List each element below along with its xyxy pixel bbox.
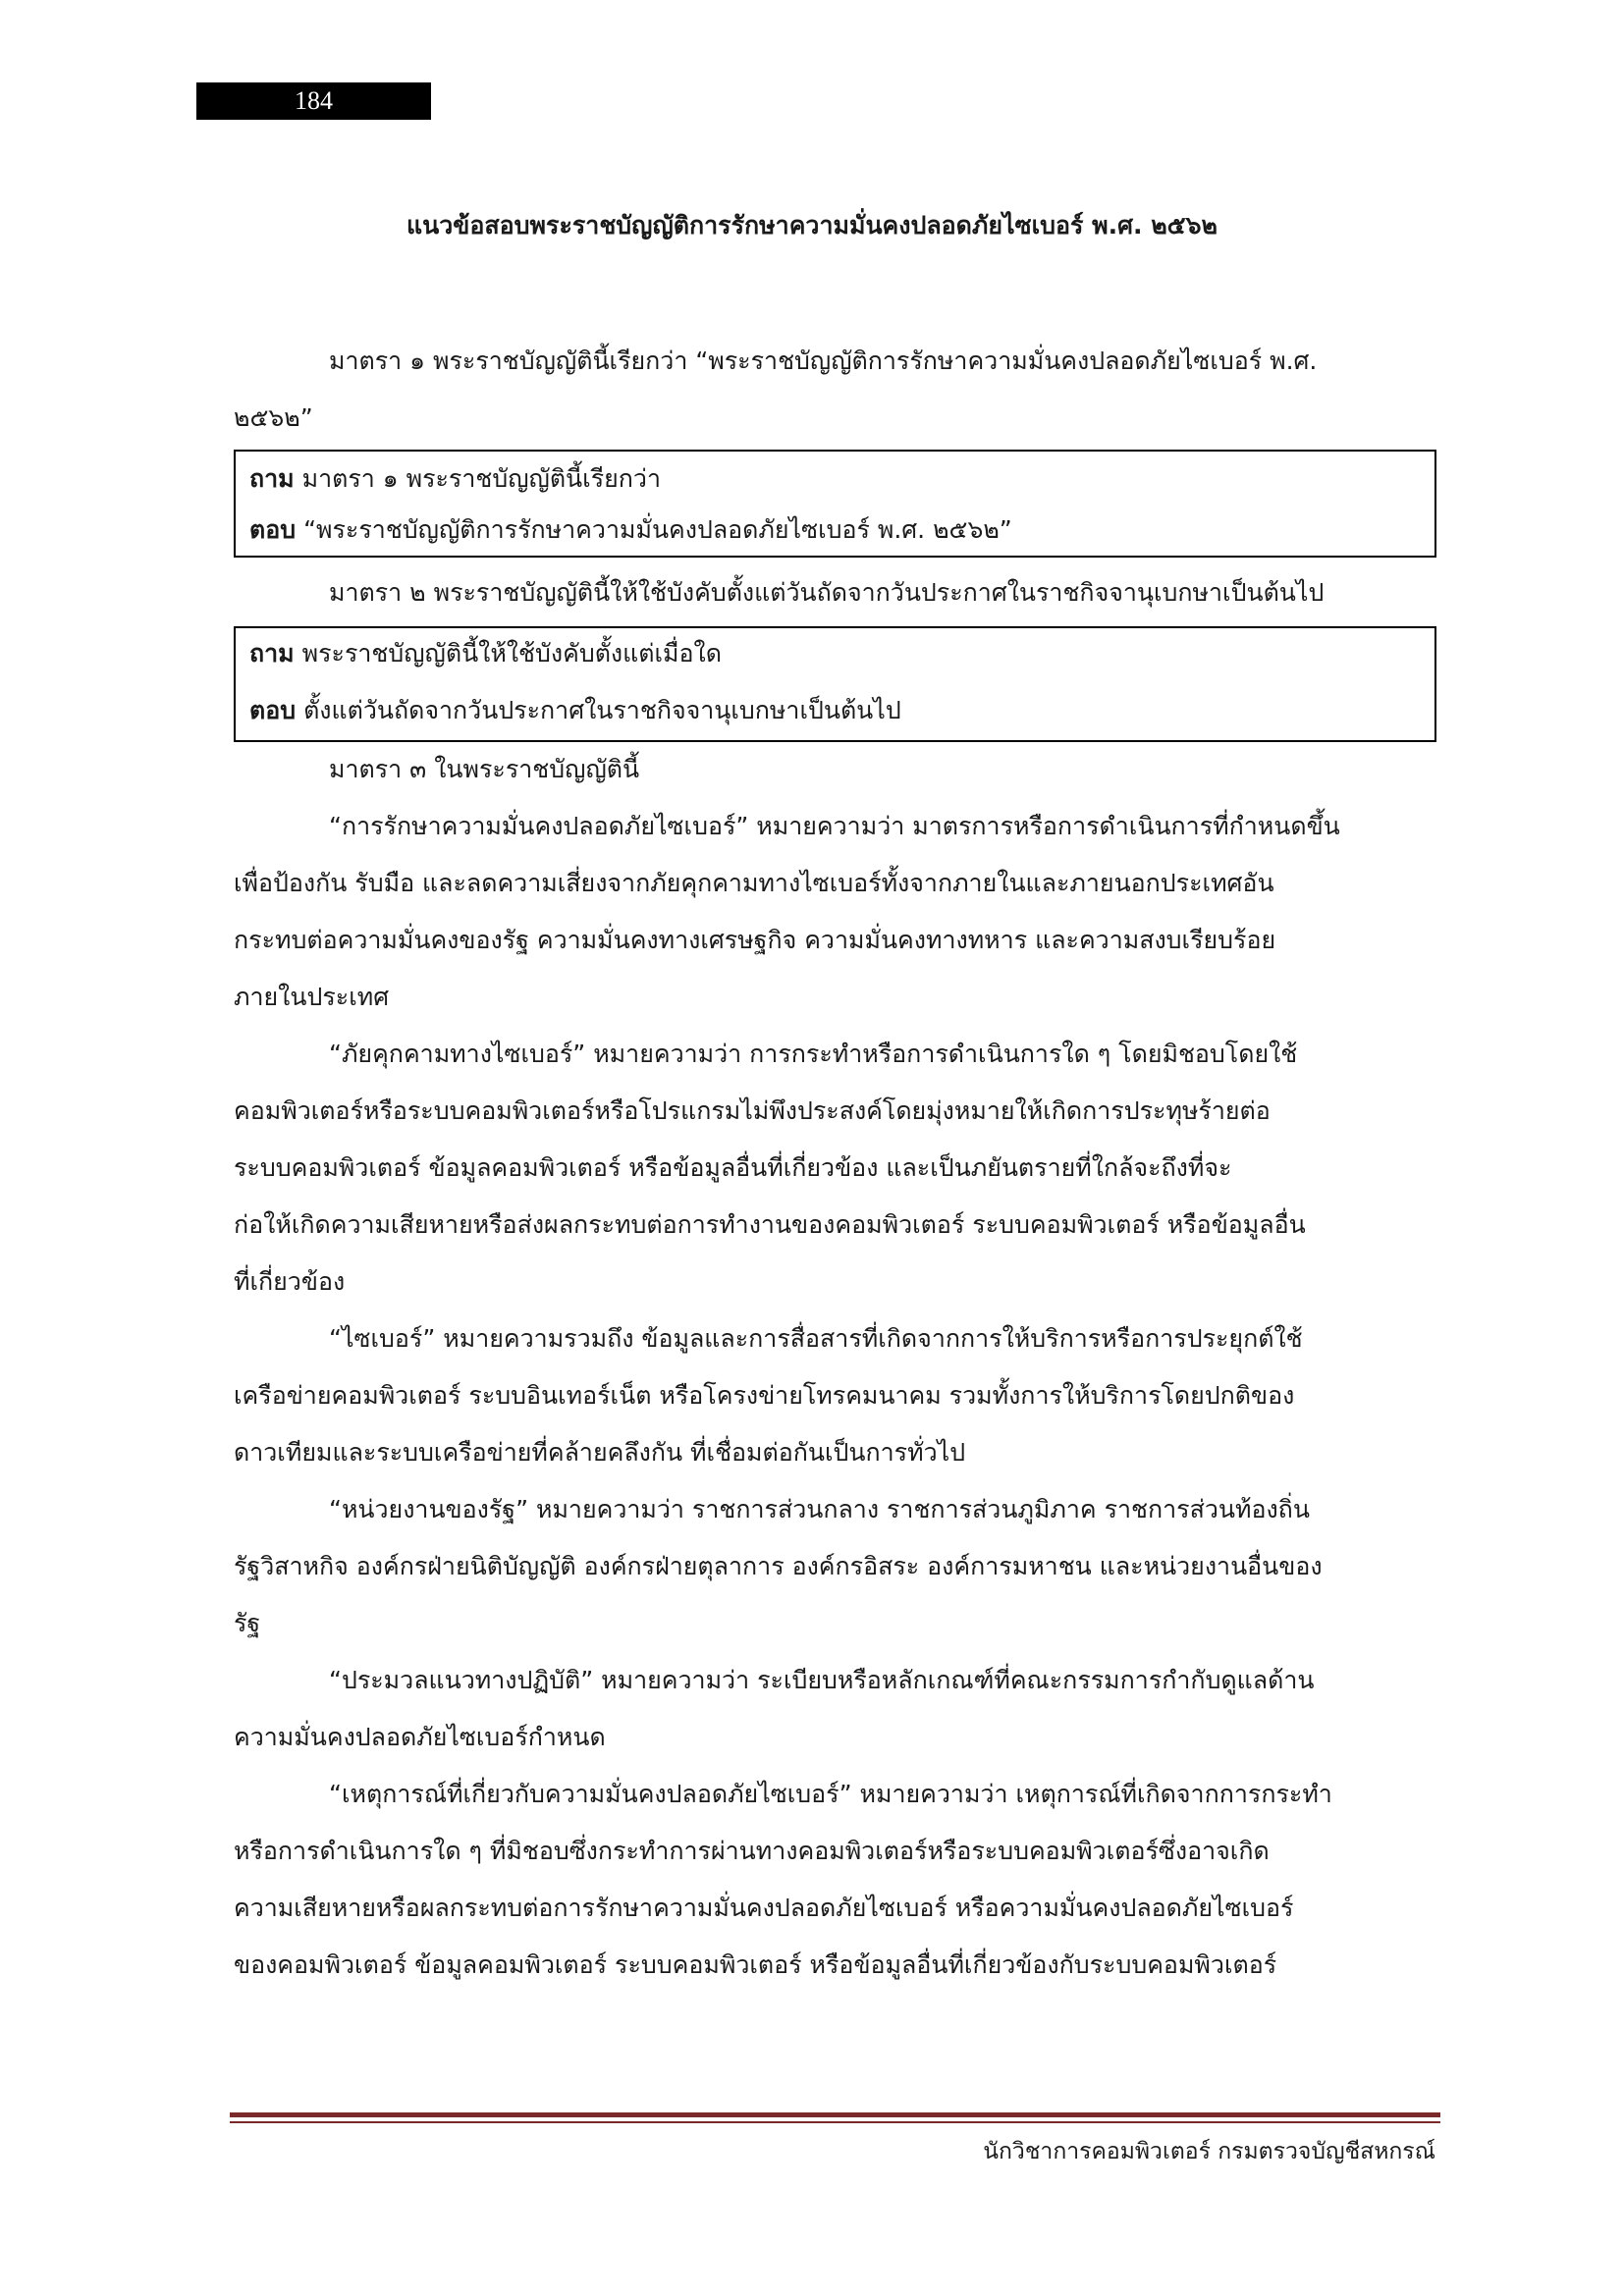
def4-line: รัฐ (234, 1609, 261, 1637)
def6-line: หรือการดำเนินการใด ๆ ที่มิชอบซึ่งกระทำการผ่านทางคอมพิวเตอร์หรือระบบคอมพิวเตอร์ซึ่งอาจเกิด (234, 1837, 1270, 1865)
def3-line: ดาวเทียมและระบบเครือข่ายที่คล้ายคลึงกัน ที่เชื่อมต่อกันเป็นการทั่วไป (234, 1438, 966, 1467)
def6-line: ของคอมพิวเตอร์ ข้อมูลคอมพิวเตอร์ ระบบคอมพิวเตอร์ หรือข้อมูลอื่นที่เกี่ยวข้องกับระบบคอมพิวเตอร์ (234, 1950, 1277, 1979)
def2-line: คอมพิวเตอร์หรือระบบคอมพิวเตอร์หรือโปรแกรมไม่พึงประสงค์โดยมุ่งหมายให้เกิดการประทุษร้ายต่อ (234, 1096, 1271, 1125)
def1-line: “การรักษาความมั่นคงปลอดภัยไซเบอร์” หมายความว่า มาตรการหรือการดำเนินการที่กำหนดขึ้น (329, 812, 1340, 840)
section1-line2: ๒๕๖๒” (234, 403, 313, 432)
def5-line: “ประมวลแนวทางปฏิบัติ” หมายความว่า ระเบียบหรือหลักเกณฑ์ที่คณะกรรมการกำกับดูแลด้าน (329, 1666, 1315, 1694)
def3-line: เครือข่ายคอมพิวเตอร์ ระบบอินเทอร์เน็ต หรือโครงข่ายโทรคมนาคม รวมทั้งการให้บริการโดยปกติของ (234, 1381, 1295, 1410)
qa1-question-label: ถาม (249, 464, 295, 493)
section2-line1: มาตรา ๒ พระราชบัญญัตินี้ให้ใช้บังคับตั้งแต่วันถัดจากวันประกาศในราชกิจจานุเบกษาเป็นต้นไป (329, 578, 1325, 607)
def5-line: ความมั่นคงปลอดภัยไซเบอร์กำหนด (234, 1723, 606, 1751)
def4-line: “หน่วยงานของรัฐ” หมายความว่า ราชการส่วนกลาง ราชการส่วนภูมิภาค ราชการส่วนท้องถิ่น (329, 1495, 1310, 1523)
def6-line: ความเสียหายหรือผลกระทบต่อการรักษาความมั่นคงปลอดภัยไซเบอร์ หรือความมั่นคงปลอดภัยไซเบอร์ (234, 1894, 1294, 1922)
def1-line: กระทบต่อความมั่นคงของรัฐ ความมั่นคงทางเศรษฐกิจ ความมั่นคงทางทหาร และความสงบเรียบร้อย (234, 926, 1276, 954)
def1-line: ภายในประเทศ (234, 983, 390, 1011)
def2-line: “ภัยคุกคามทางไซเบอร์” หมายความว่า การกระทำหรือการดำเนินการใด ๆ โดยมิชอบโดยใช้ (329, 1040, 1298, 1068)
qa2-question-text: พระราชบัญญัตินี้ให้ใช้บังคับตั้งแต่เมื่อใด (294, 639, 722, 667)
def6-line: “เหตุการณ์ที่เกี่ยวกับความมั่นคงปลอดภัยไซเบอร์” หมายความว่า เหตุการณ์ที่เกิดจากการกระทำ (329, 1780, 1332, 1808)
def2-line: ที่เกี่ยวข้อง (234, 1267, 346, 1296)
qa2-answer-label: ตอบ (249, 696, 297, 724)
qa-box-2 (234, 626, 1436, 742)
page-number-bar (196, 82, 431, 120)
page-number: 184 (295, 86, 333, 115)
def2-line: ก่อให้เกิดความเสียหายหรือส่งผลกระทบต่อการทำงานของคอมพิวเตอร์ ระบบคอมพิวเตอร์ หรือข้อมูลอื่น (234, 1210, 1306, 1239)
qa1-answer-text: “พระราชบัญญัติการรักษาความมั่นคงปลอดภัยไซเบอร์ พ.ศ. ๒๕๖๒” (296, 515, 1012, 544)
qa2-question-label: ถาม (249, 639, 295, 667)
qa1-answer-label: ตอบ (249, 515, 297, 544)
def1-line: เพื่อป้องกัน รับมือ และลดความเสี่ยงจากภัยคุกคามทางไซเบอร์ทั้งจากภายในและภายนอกประเทศอัน (234, 869, 1274, 897)
def4-line: รัฐวิสาหกิจ องค์กรฝ่ายนิติบัญญัติ องค์กรฝ่ายตุลาการ องค์กรอิสระ องค์การมหาชน และหน่วยงานอื่นของ (234, 1552, 1323, 1580)
footer-rule-thin (230, 2121, 1440, 2123)
qa1-answer (249, 512, 1012, 548)
qa2-answer-text: ตั้งแต่วันถัดจากวันประกาศในราชกิจจานุเบกษาเป็นต้นไป (296, 696, 901, 724)
qa-box-1 (234, 450, 1436, 558)
footer-text: นักวิชาการคอมพิวเตอร์ กรมตรวจบัญชีสหกรณ์ (983, 2139, 1435, 2164)
section3-heading: มาตรา ๓ ในพระราชบัญญัตินี้ (329, 755, 640, 783)
qa1-question-text: มาตรา ๑ พระราชบัญญัตินี้เรียกว่า (294, 464, 661, 493)
section1-line1: มาตรา ๑ พระราชบัญญัตินี้เรียกว่า “พระราชบัญญัติการรักษาความมั่นคงปลอดภัยไซเบอร์ พ.ศ. (329, 347, 1318, 375)
qa2-question (249, 636, 722, 671)
qa2-answer (249, 693, 901, 728)
qa1-question (249, 461, 661, 497)
def2-line: ระบบคอมพิวเตอร์ ข้อมูลคอมพิวเตอร์ หรือข้อมูลอื่นที่เกี่ยวข้อง และเป็นภยันตรายที่ใกล้จะถึงที่จะ (234, 1153, 1232, 1182)
document-title: แนวข้อสอบพระราชบัญญัติการรักษาความมั่นคงปลอดภัยไซเบอร์ พ.ศ. ๒๕๖๒ (406, 211, 1218, 240)
def3-line: “ไซเบอร์” หมายความรวมถึง ข้อมูลและการสื่อสารที่เกิดจากการให้บริการหรือการประยุกต์ใช้ (329, 1324, 1303, 1353)
footer-rule-thick (230, 2112, 1440, 2117)
